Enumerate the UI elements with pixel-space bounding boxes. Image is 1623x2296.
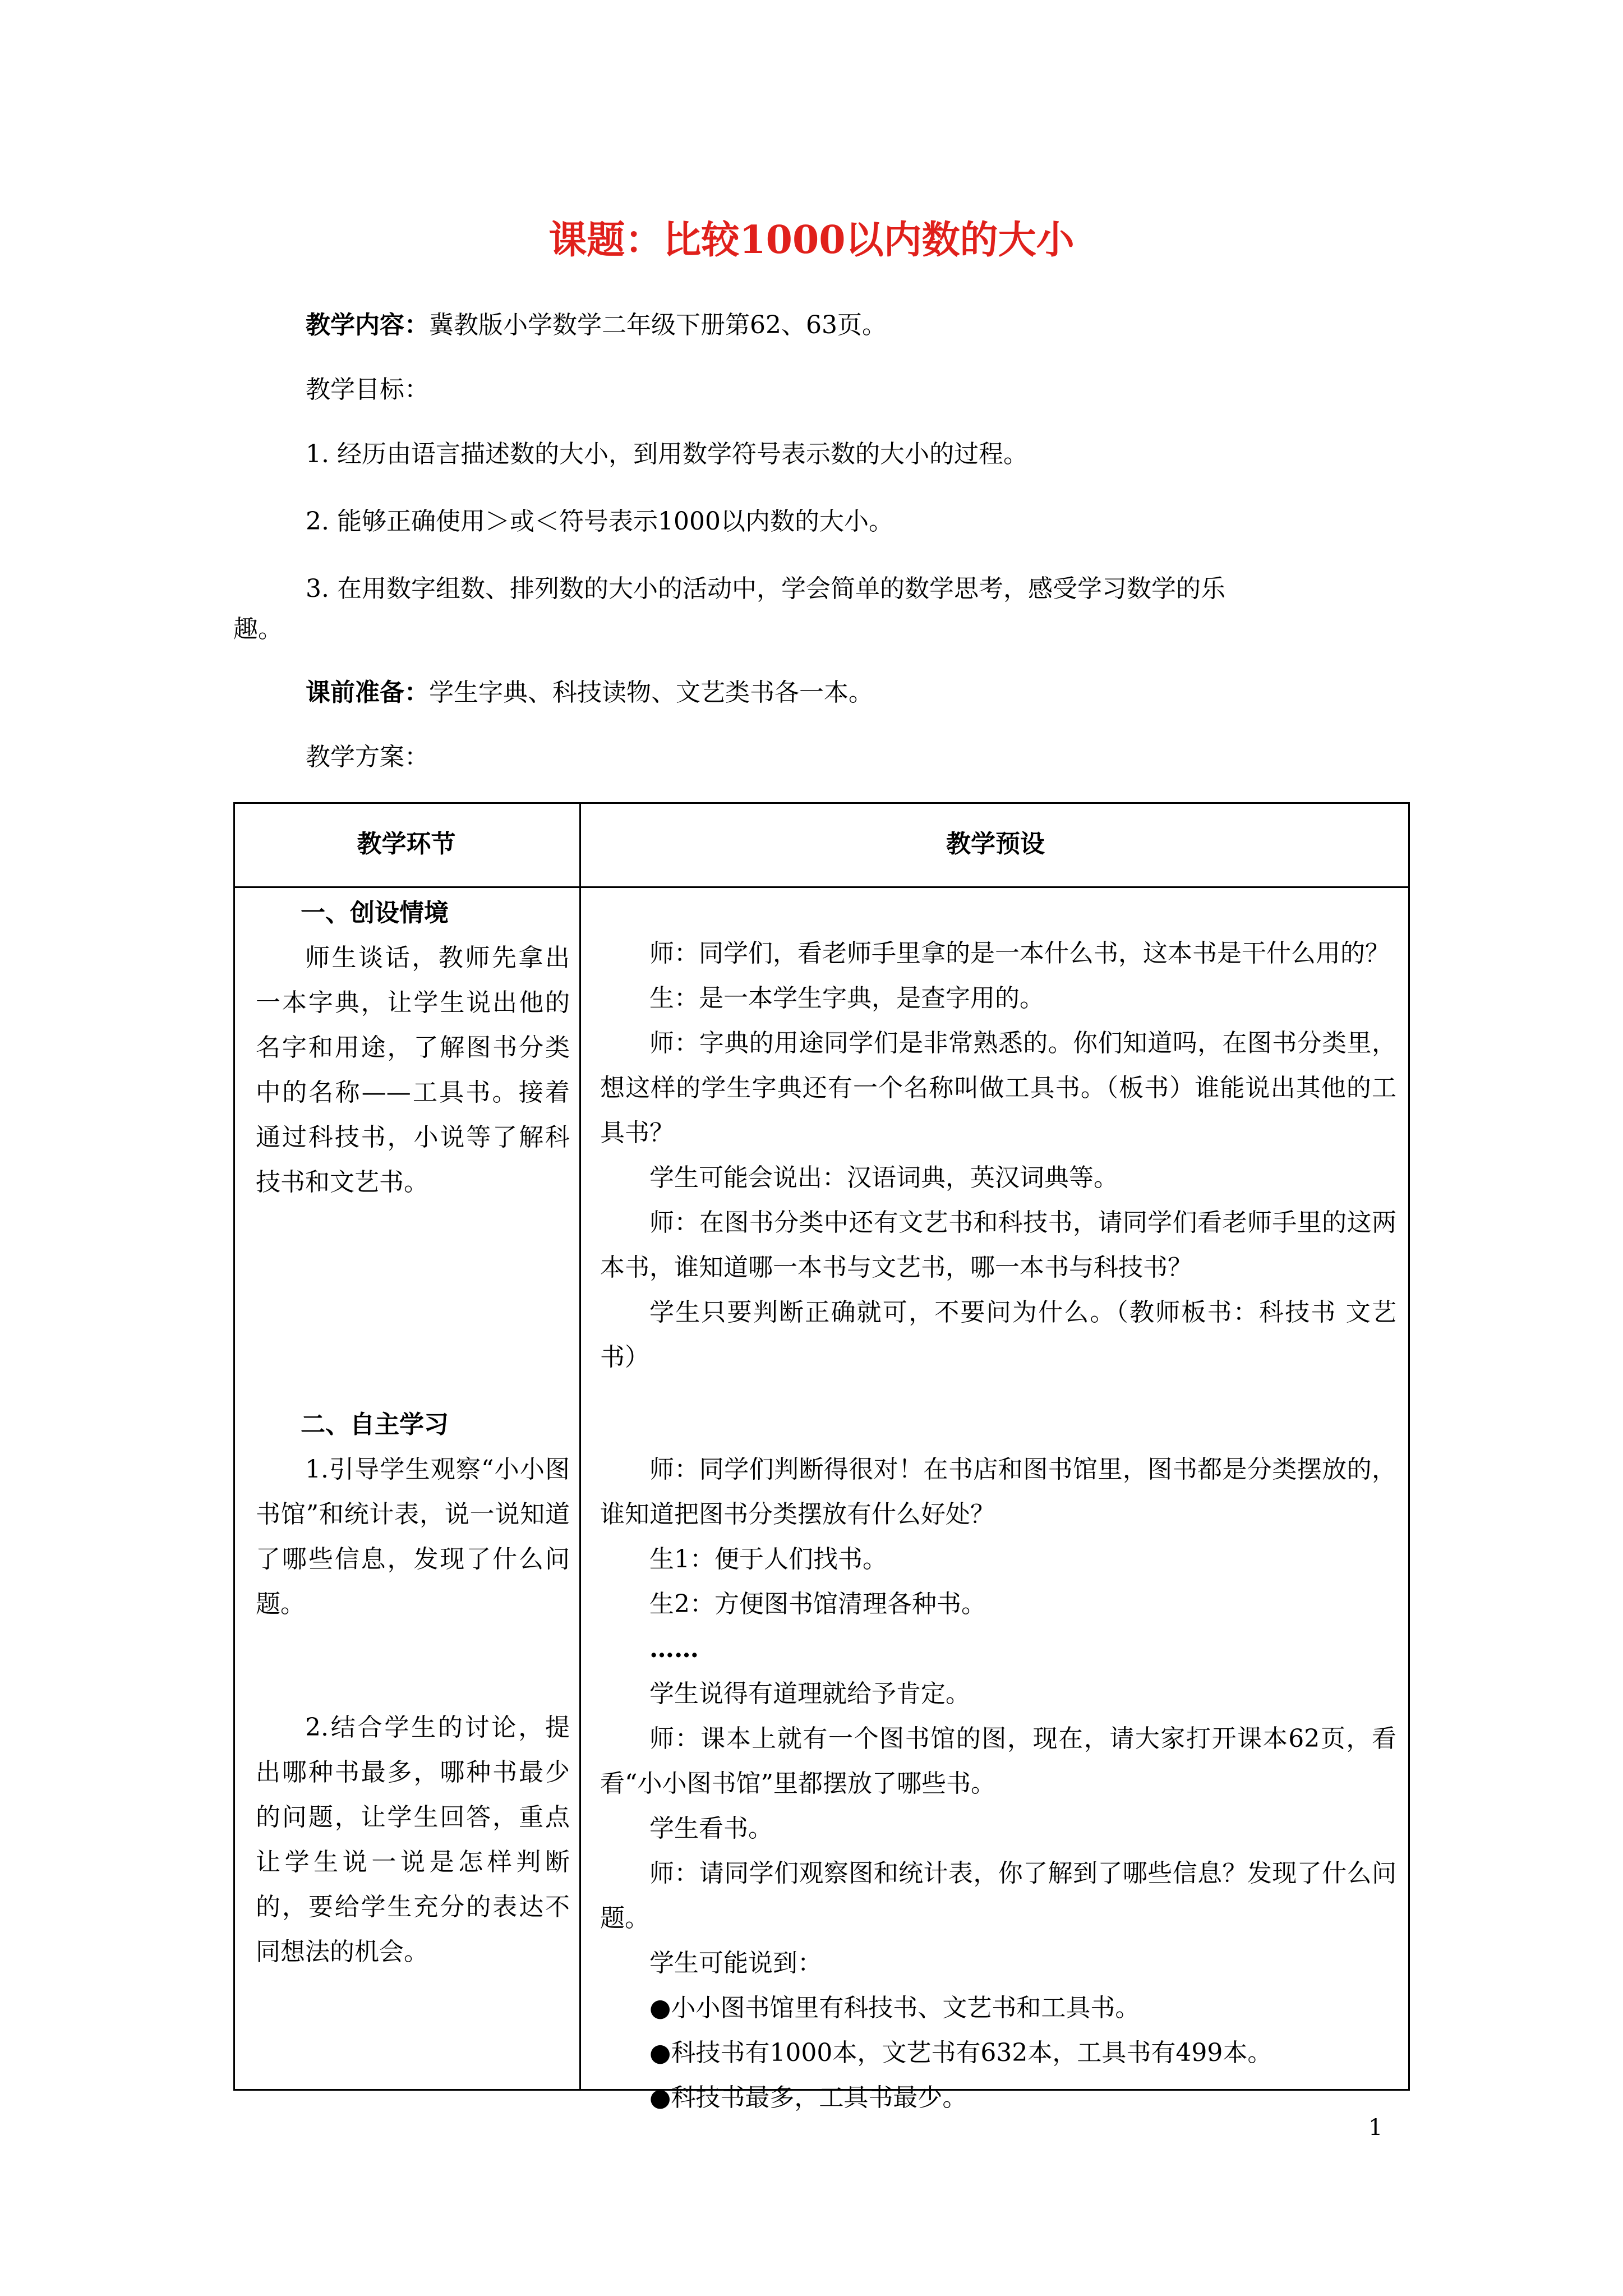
dialogue-p14: 师：请同学们观察图和统计表，你了解到了哪些信息？发现了什么问题。 [600,1859,1396,1932]
dialogue-p13: 学生看书。 [649,1814,773,1843]
goal-item-3: 3. 在用数字组数、排列数的大小的活动中，学会简单的数学思考，感受学习数学的乐 [306,574,1225,603]
left-section-2 [256,1402,570,1627]
dialogue-p10: …… [649,1635,699,1663]
dialogue-p3: 师：字典的用途同学们是非常熟悉的。你们知道吗，在图书分类里，想这样的学生字典还有一个名称叫做工具书。（板书）谁能说出其他的工具书？ [600,1029,1396,1147]
dialogue-p6: 学生只要判断正确就可，不要问为什么。（教师板书：科技书 文艺书） [600,1298,1396,1372]
dialogue-p11: 学生说得有道理就给予肯定。 [649,1680,970,1708]
teaching-content-text: 冀教版小学数学二年级下册第62、63页。 [429,311,887,339]
dialogue-p2: 生：是一本学生字典，是查字用的。 [649,984,1044,1013]
teaching-content [306,297,1405,353]
dialogue-p18: ●科技书最多，工具书最少。 [649,2083,967,2112]
table-header-plan: 教学预设 [946,830,1045,858]
section-2-title: 二、自主学习 [301,1410,449,1439]
dialogue-p7: 师：同学们判断得很对！在书店和图书馆里，图书都是分类摆放的，谁知道把图书分类摆放有什么好处？ [600,1455,1396,1529]
dialogue-p12: 师：课本上就有一个图书馆的图，现在，请大家打开课本62页，看看“小小图书馆”里都摆放了哪些书。 [600,1724,1396,1798]
table-header-divider [233,886,1410,888]
dialogue-p15: 学生可能说到： [649,1949,822,1977]
dialogue-p17: ●科技书有1000本，文艺书有632本，工具书有499本。 [649,2039,1272,2067]
dialogue-p8: 生1：便于人们找书。 [649,1545,887,1573]
goal-item-3-cont: 趣。 [233,615,283,643]
left-section-2b [256,1705,570,1975]
page-number: 1 [1368,2115,1383,2141]
prep-label: 课前准备： [306,678,429,707]
prep-text: 学生字典、科技读物、文艺类书各一本。 [429,678,873,707]
document-title: 课题：比较1000以内数的大小 [548,218,1075,263]
section-2-body-1: 1.引导学生观察“小小图书馆”和统计表，说一说知道了哪些信息，发现了什么问题。 [256,1455,570,1618]
dialogue-p9: 生2：方便图书馆清理各种书。 [649,1590,986,1618]
left-section-1 [256,891,570,1205]
dialogue-p5: 师：在图书分类中还有文艺书和科技书，请同学们看老师手里的这两本书，谁知道哪一本书与文艺书，哪一本书与科技书？ [600,1208,1396,1282]
section-2-body-2: 2.结合学生的讨论，提出哪种书最多，哪种书最少的问题，让学生回答，重点让学生说一说是怎样判断的，要给学生充分的表达不同想法的机会。 [256,1713,570,1966]
teaching-content-label: 教学内容： [306,311,429,339]
table-column-divider [579,802,581,2091]
teaching-goals-label: 教学目标： [306,375,429,404]
right-column-block-2 [600,1447,1396,2120]
table-header-stage: 教学环节 [357,830,456,858]
prep [306,665,1405,721]
dialogue-p4: 学生可能会说出：汉语词典，英汉词典等。 [649,1163,1118,1192]
right-column-block-1 [600,931,1396,1380]
plan-label: 教学方案： [306,743,429,771]
section-1-body: 师生谈话，教师先拿出一本字典，让学生说出他的名字和用途，了解图书分类中的名称——工具书。接着通过科技书，小说等了解科技书和文艺书。 [256,944,570,1197]
goal-item-1: 1. 经历由语言描述数的大小，到用数学符号表示数的大小的过程。 [306,440,1028,468]
section-1-title: 一、创设情境 [301,899,449,927]
dialogue-p16: ●小小图书馆里有科技书、文艺书和工具书。 [649,1994,1140,2022]
dialogue-p1: 师：同学们，看老师手里拿的是一本什么书，这本书是干什么用的？ [649,939,1390,968]
goal-item-2: 2. 能够正确使用＞或＜符号表示1000以内数的大小。 [306,507,893,536]
